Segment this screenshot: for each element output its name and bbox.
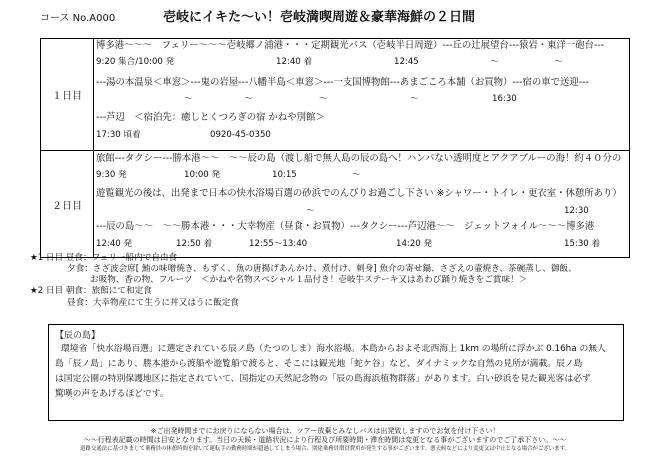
- day1-label: １日目: [41, 39, 94, 151]
- day2-label: ２日目: [41, 151, 94, 258]
- header: [40, 6, 620, 26]
- day2-time: ～: [306, 206, 315, 216]
- day1-hotel: ---芦辺 ＜宿泊先：癒しとくつろぎの宿 かねや別館＞: [96, 112, 325, 123]
- day1-time: ～: [244, 94, 253, 104]
- meal-note: 夕食：さざ波会席[ 鮪の味噌焼き、もずく、魚の唐揚げあんかけ、煮付け、刺身] 魚介の寄せ鍋、さざえの壷焼き、茶碗蒸し、御飯、: [67, 264, 577, 274]
- meal-note: ★1 日目 昼食：フェリー船内で自由食: [30, 253, 178, 263]
- day1-time: ～: [184, 94, 193, 104]
- day2-route-line2: 遊覧観光の後は、出発まで日本の快水浴場百選の砂浜でのんびりお過ごし下さい ※シャワー・トイレ・更衣室・休憩所あり）: [96, 188, 622, 199]
- meal-note: ★2 日目 朝食：旅館にて和定食: [30, 286, 152, 296]
- info-line: は国定公園の特別保護地区に指定されていて、国指定の天然記念物の「辰の島海浜植物群落」があります。白い砂浜を見た観光客は必ず: [55, 374, 591, 384]
- meal-note: お吸物、香の物、フルーツ ＜かねや名物スペシャル１品付き！壱岐牛ステーキ又はあわび踊り焼きをご賞味！＞: [90, 275, 528, 285]
- day2-time: 9:30 発: [96, 170, 127, 180]
- day1-schedule: [94, 39, 630, 151]
- day2-time: 14:20 発: [396, 239, 433, 249]
- day2-time: 15:30 着: [564, 239, 601, 249]
- day1-time: ～: [410, 94, 419, 104]
- day2-time: 10:15: [272, 170, 297, 180]
- day2-time: 10:00 発: [184, 170, 221, 180]
- day1-time: 12:45: [394, 57, 419, 67]
- footer-note: 道路交通法に基づきまして乗務員の休憩時間を除いて運転手の勤務時間が超過してしまう場合、別途乗務員増員費用が発生する事がございます。悪天候などにより変更又は中止となる場合がございます。: [80, 446, 570, 452]
- info-line: 驚嘆の声をあげるほどです。: [55, 389, 169, 399]
- day2-time: 12:40 発: [96, 239, 133, 249]
- hotel-phone: 0920-45-0350: [210, 130, 271, 140]
- info-line: 環境省「快水浴場百選」に選定されている辰ノ島（たつのしま）海水浴場。本島からおよそ北西海上 1km の場所に浮かぶ 0.16ha の無人: [61, 344, 606, 354]
- day1-time: ～: [554, 57, 563, 67]
- day2-route-line1: 旅館---タクシー---勝本港～～ ～～辰の島（渡し船で無人島の辰の島へ！ハンパない透明度とアクアブルーの海！約４０分の: [96, 153, 622, 164]
- day1-time: ～: [319, 94, 328, 104]
- day1-row: [41, 39, 630, 151]
- day2-time: 12:55～13:40: [249, 239, 308, 249]
- tatsunoshima-info-box: [48, 324, 624, 421]
- meal-note: 昼食：大幸物産にて生うに丼又はうに飯定食: [67, 298, 239, 308]
- day2-time: 12:30: [564, 206, 589, 216]
- day1-time: 9:20 集合/10:00 発: [96, 57, 175, 67]
- day2-row: [41, 151, 630, 258]
- page-title: 壱岐にイキた～い！壱岐満喫周遊＆豪華海鮮の２日間: [163, 10, 476, 25]
- course-number: コース No.A000: [40, 13, 116, 24]
- info-title: 【辰の島】: [55, 331, 101, 341]
- day2-schedule: [94, 151, 630, 258]
- day2-time: ～: [352, 170, 361, 180]
- day1-route-line1: 博多港～～～ フェリー～～～壱岐郷ノ浦港・・・定期観光バス（壱岐半日周遊）---丘の辻展望台---猿岩・東洋一砲台---: [96, 40, 605, 51]
- day1-time: 16:30: [492, 94, 517, 104]
- day1-time: ～: [490, 57, 499, 67]
- footer-note: ※ご出発時間までにお戻りにならない場合は、ツアー放棄とみなしバスは出発致しますのでお気を付け下さい！: [150, 427, 500, 435]
- day1-route-line2: ---湯の本温泉＜車窓＞---鬼の岩屋---八幡半島＜車窓＞---一支国博物館---あまごころ本舗（お買物）---宿の車で送迎---: [96, 77, 589, 88]
- footer-note: ～～行程表記載の時間は目安となります。当日の天候・道路状況により行程及び所要時間・滞在時間は変更となる事がございますのでご了承下さい。～～: [83, 436, 567, 444]
- info-line: 島「辰ノ島」にあり、勝本港から渡船や遊覧船で渡ると、そこには観光地「蛇ケ谷」など、ダイナミックな自然の見所が満載。辰ノ島: [55, 359, 583, 369]
- day1-time: 17:30 頃着: [96, 130, 141, 140]
- itinerary-table: [40, 38, 630, 258]
- day2-route-line3: ---辰の島～～ ～～勝本港・・・大幸物産（昼食・お買物）---タクシー---芦辺港～～ ジェットフォイル～～～博多港: [96, 221, 595, 232]
- day1-time: 12:40 着: [276, 57, 313, 67]
- day2-time: 12:50 着: [176, 239, 213, 249]
